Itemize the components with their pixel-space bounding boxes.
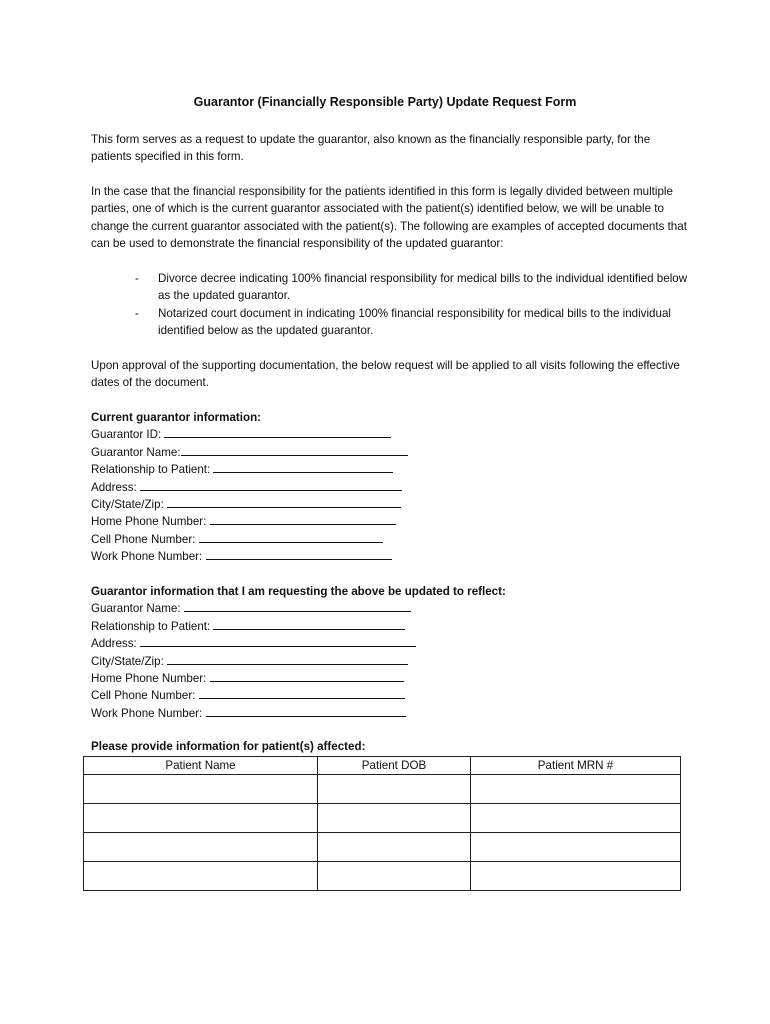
current-guarantor-heading: Current guarantor information: bbox=[91, 411, 262, 424]
patient-mrn-cell[interactable] bbox=[471, 833, 681, 862]
list-item: - Notarized court document in indicating 100% financial responsibility for medical bills to the individual identified below as the updated guarantor. bbox=[135, 306, 671, 338]
updated-guarantor-section bbox=[91, 583, 691, 722]
form-title: Guarantor (Financially Responsible Party) Update Request Form bbox=[193, 95, 577, 109]
updated-guarantor-heading: Guarantor information that I am requesting the above be updated to reflect: bbox=[91, 585, 506, 598]
new-home-phone-line[interactable] bbox=[210, 670, 404, 682]
current-guarantor-id-field: Guarantor ID: bbox=[91, 426, 691, 443]
table-row bbox=[84, 833, 681, 862]
current-cell-phone-field: Cell Phone Number: bbox=[91, 531, 691, 548]
current-city-state-zip-field: City/State/Zip: bbox=[91, 496, 691, 513]
current-relationship-field: Relationship to Patient: bbox=[91, 461, 691, 478]
patient-name-cell[interactable] bbox=[84, 775, 318, 804]
new-cell-phone-field: Cell Phone Number: bbox=[91, 687, 691, 704]
intro-paragraph: This form serves as a request to update the guarantor, also known as the financially responsible party, for the patients specified in this form. bbox=[91, 133, 651, 164]
division-paragraph: In the case that the financial responsibility for the patients identified in this form is legally divided between multiple parties, one of which is the current guarantor associated with the patient(s) identified below, we will be unable to change the current guarantor associated with the patient(s). The following are examples of accepted documents that can be used to demonstrate the financial responsibility of the updated guarantor: bbox=[91, 185, 687, 251]
patient-mrn-cell[interactable] bbox=[471, 775, 681, 804]
new-relationship-line[interactable] bbox=[213, 618, 405, 630]
new-work-phone-line[interactable] bbox=[206, 705, 406, 717]
new-guarantor-name-line[interactable] bbox=[184, 600, 411, 612]
table-row bbox=[84, 775, 681, 804]
current-work-phone-line[interactable] bbox=[206, 548, 392, 560]
column-header-patient-name: Patient Name bbox=[84, 757, 318, 775]
current-guarantor-section bbox=[91, 409, 691, 566]
bullet-text: Divorce decree indicating 100% financial responsibility for medical bills to the individual identified below as the updated guarantor. bbox=[158, 272, 688, 303]
new-work-phone-field: Work Phone Number: bbox=[91, 705, 691, 722]
bullet-text: Notarized court document in indicating 100% financial responsibility for medical bills to the individual identified below as the updated guarantor. bbox=[158, 306, 671, 338]
current-home-phone-field: Home Phone Number: bbox=[91, 513, 691, 530]
patient-mrn-cell[interactable] bbox=[471, 804, 681, 833]
new-home-phone-field: Home Phone Number: bbox=[91, 670, 691, 687]
new-city-state-zip-field: City/State/Zip: bbox=[91, 653, 691, 670]
current-relationship-line[interactable] bbox=[213, 461, 393, 473]
patient-name-cell[interactable] bbox=[84, 862, 318, 891]
new-relationship-field: Relationship to Patient: bbox=[91, 618, 691, 635]
current-cell-phone-line[interactable] bbox=[199, 531, 383, 543]
new-address-field: Address: bbox=[91, 635, 691, 652]
column-header-patient-mrn: Patient MRN # bbox=[471, 757, 681, 775]
patient-dob-cell[interactable] bbox=[318, 804, 471, 833]
list-item: - Divorce decree indicating 100% financial responsibility for medical bills to the individual identified below as the updated guarantor. bbox=[135, 272, 688, 303]
current-city-state-zip-line[interactable] bbox=[167, 496, 401, 508]
patients-heading: Please provide information for patient(s) affected: bbox=[91, 740, 366, 753]
current-work-phone-field: Work Phone Number: bbox=[91, 548, 691, 565]
current-address-field: Address: bbox=[91, 479, 691, 496]
current-guarantor-name-field: Guarantor Name: bbox=[91, 444, 691, 461]
current-home-phone-line[interactable] bbox=[210, 513, 396, 525]
patient-mrn-cell[interactable] bbox=[471, 862, 681, 891]
new-address-line[interactable] bbox=[140, 635, 416, 647]
patient-dob-cell[interactable] bbox=[318, 833, 471, 862]
patient-dob-cell[interactable] bbox=[318, 775, 471, 804]
patient-dob-cell[interactable] bbox=[318, 862, 471, 891]
new-city-state-zip-line[interactable] bbox=[167, 653, 408, 665]
table-row bbox=[84, 862, 681, 891]
patient-name-cell[interactable] bbox=[84, 804, 318, 833]
document-examples-list bbox=[91, 270, 691, 340]
current-guarantor-name-line[interactable] bbox=[181, 444, 408, 456]
approval-paragraph: Upon approval of the supporting documentation, the below request will be applied to all visits following the effective dates of the document. bbox=[91, 359, 680, 390]
new-cell-phone-line[interactable] bbox=[199, 687, 405, 699]
current-guarantor-id-line[interactable] bbox=[164, 426, 391, 438]
new-guarantor-name-field: Guarantor Name: bbox=[91, 600, 691, 617]
table-header-row bbox=[84, 757, 681, 775]
column-header-patient-dob: Patient DOB bbox=[318, 757, 471, 775]
patients-table bbox=[83, 756, 681, 891]
current-address-line[interactable] bbox=[140, 479, 402, 491]
patient-name-cell[interactable] bbox=[84, 833, 318, 862]
table-row bbox=[84, 804, 681, 833]
